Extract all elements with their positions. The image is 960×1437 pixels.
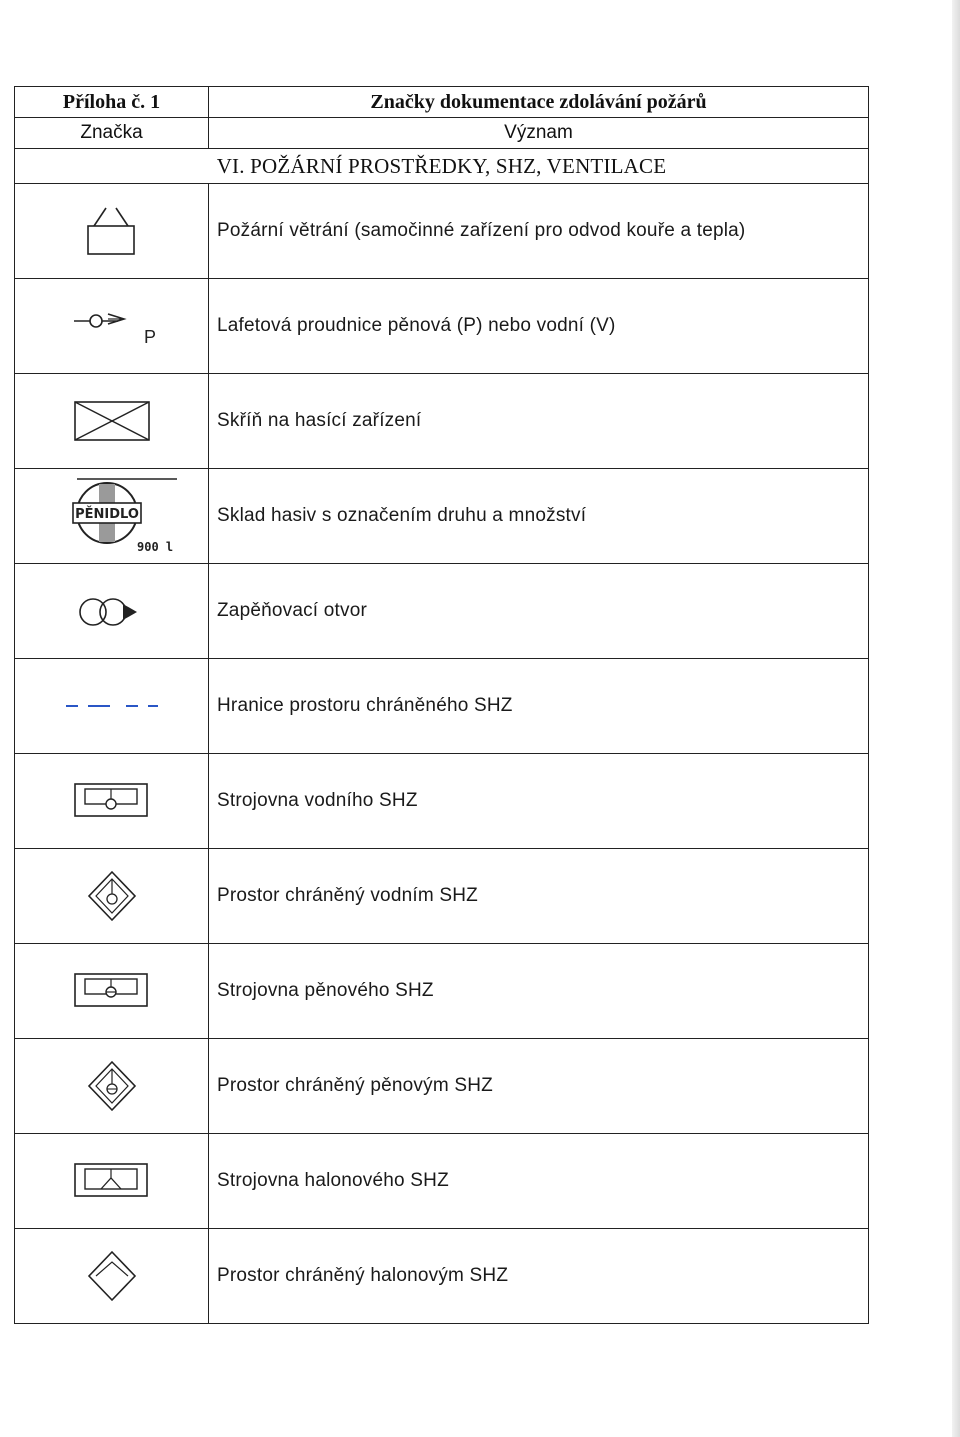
table-row (15, 1134, 869, 1229)
document-title: Značky dokumentace zdolávání požárů (209, 87, 869, 118)
foam-station-icon (15, 966, 208, 1016)
symbol-cell (15, 279, 209, 374)
appendix-label: Příloha č. 1 (15, 87, 209, 118)
meaning-text: Lafetová proudnice pěnová (P) nebo vodní (V) (209, 279, 869, 374)
table-row (15, 184, 869, 279)
table-row (15, 754, 869, 849)
halon-station-icon (15, 1156, 208, 1206)
title-row (15, 87, 869, 118)
monitor-nozzle-icon (15, 301, 208, 351)
symbol-cell (15, 1134, 209, 1229)
table-row (15, 1229, 869, 1324)
table-row (15, 849, 869, 944)
symbol-cell (15, 754, 209, 849)
meaning-text: Prostor chráněný halonovým SHZ (209, 1229, 869, 1324)
section-title: VI. POŽÁRNÍ PROSTŘEDKY, SHZ, VENTILACE (15, 149, 869, 184)
foam-zone-diamond-icon (15, 1056, 208, 1116)
column-header-meaning: Význam (209, 118, 869, 149)
table-row (15, 659, 869, 754)
meaning-text: Požární větrání (samočinné zařízení pro odvod kouře a tepla) (209, 184, 869, 279)
section-row (15, 149, 869, 184)
meaning-text: Prostor chráněný vodním SHZ (209, 849, 869, 944)
fire-ventilation-icon (15, 196, 208, 266)
symbol-table (14, 86, 869, 1324)
table-row (15, 564, 869, 659)
meaning-text: Prostor chráněný pěnovým SHZ (209, 1039, 869, 1134)
meaning-text: Strojovna vodního SHZ (209, 754, 869, 849)
table-row (15, 1039, 869, 1134)
table-row (15, 374, 869, 469)
halon-zone-diamond-icon (15, 1246, 208, 1306)
page-edge-shadow (952, 0, 960, 1437)
depot-amount: 900 l (136, 540, 173, 554)
symbol-cell (15, 564, 209, 659)
table-row (15, 469, 869, 564)
symbol-cell (15, 849, 209, 944)
column-header-row (15, 118, 869, 149)
meaning-text: Zapěňovací otvor (209, 564, 869, 659)
symbol-cell (15, 659, 209, 754)
meaning-text: Sklad hasiv s označením druhu a množství (209, 469, 869, 564)
extinguishing-cabinet-icon (15, 396, 208, 446)
symbol-cell (15, 374, 209, 469)
depot-label: PĚNIDLO (74, 507, 139, 522)
extinguishant-depot-icon (15, 473, 208, 559)
symbol-cell (15, 1229, 209, 1324)
table-row (15, 944, 869, 1039)
water-zone-diamond-icon (15, 866, 208, 926)
water-station-icon (15, 776, 208, 826)
meaning-text: Skříň na hasící zařízení (209, 374, 869, 469)
meaning-text: Strojovna halonového SHZ (209, 1134, 869, 1229)
boundary-dashed-line-icon (15, 691, 208, 721)
foam-inlet-icon (15, 586, 208, 636)
column-header-symbol: Značka (15, 118, 209, 149)
symbol-cell (15, 184, 209, 279)
meaning-text: Hranice prostoru chráněného SHZ (209, 659, 869, 754)
table-row (15, 279, 869, 374)
meaning-text: Strojovna pěnového SHZ (209, 944, 869, 1039)
symbol-cell (15, 944, 209, 1039)
foam-letter: P (143, 327, 156, 347)
symbol-cell (15, 1039, 209, 1134)
symbol-cell (15, 469, 209, 564)
